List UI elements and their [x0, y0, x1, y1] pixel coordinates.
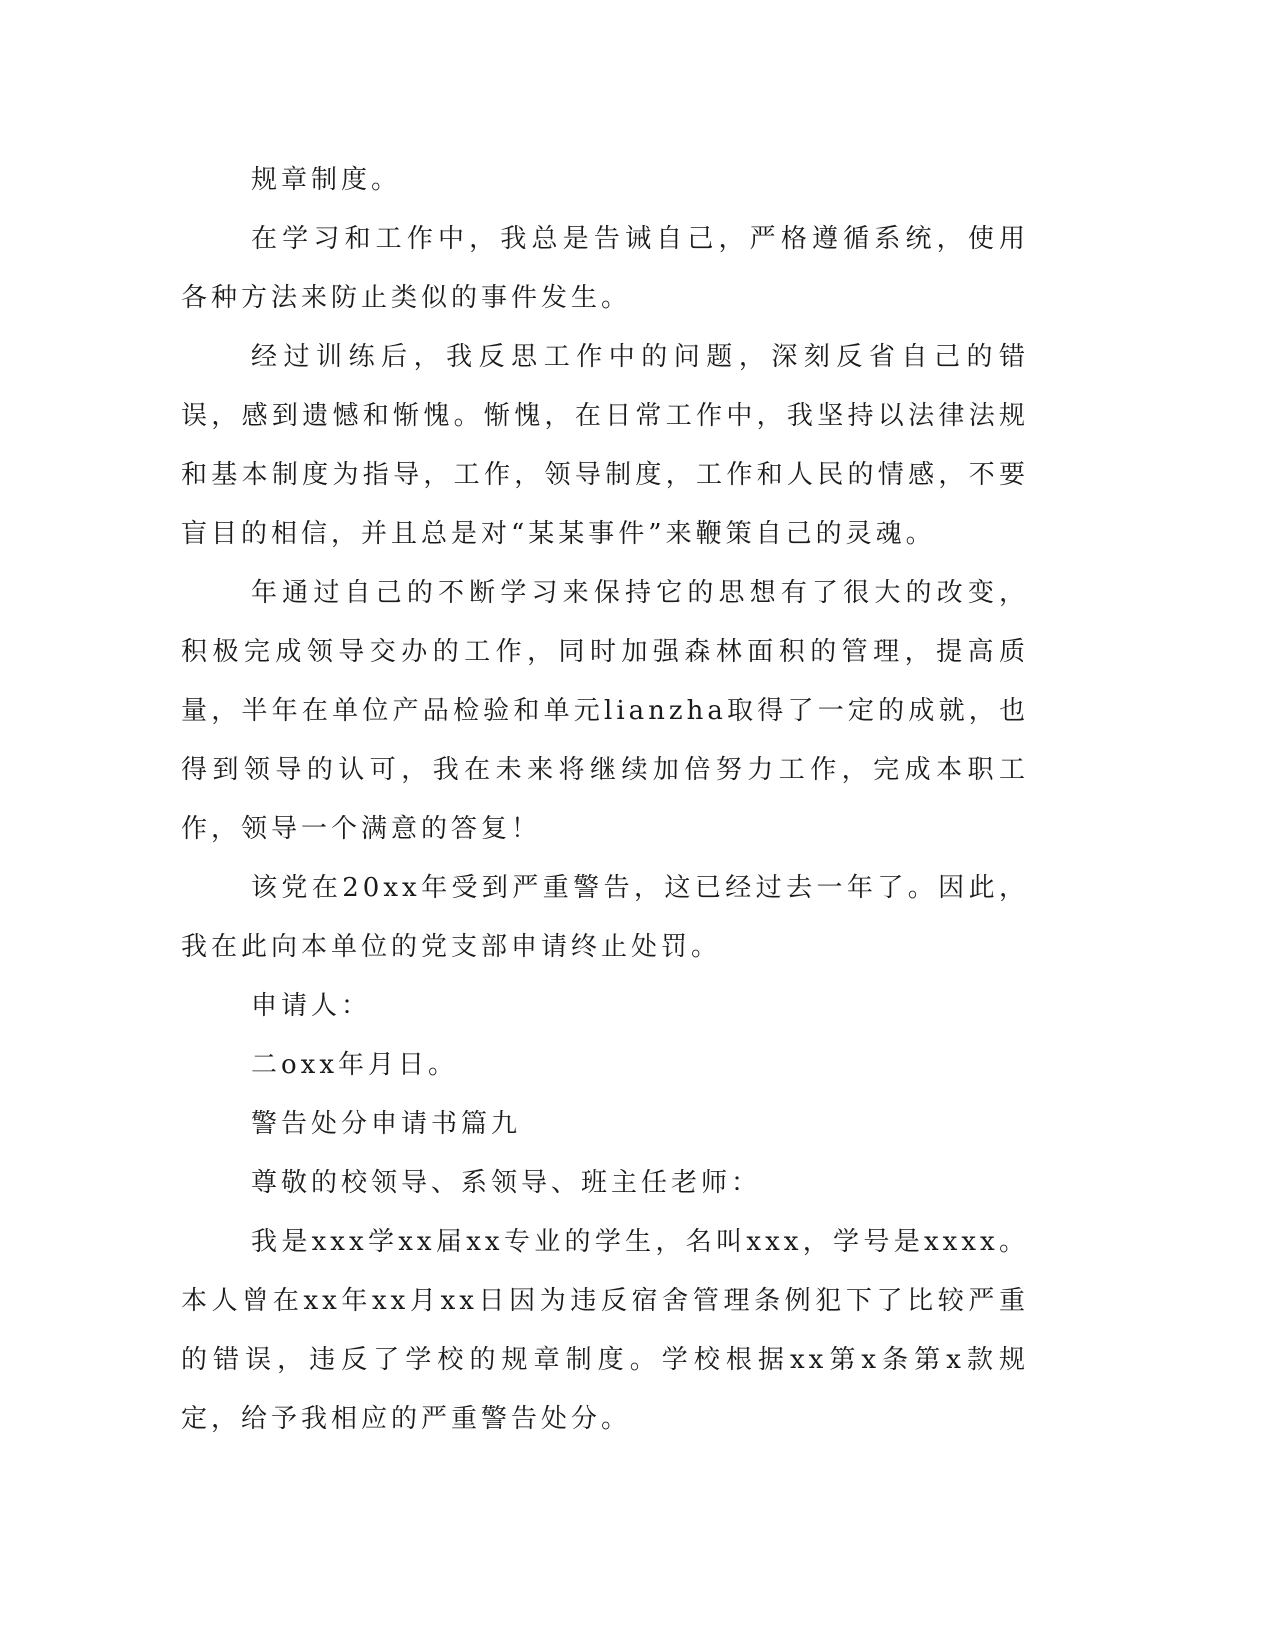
paragraph: 年通过自己的不断学习来保持它的思想有了很大的改变，积极完成领导交办的工作，同时加强森林面积的管理，提高质量，半年在单位产品检验和单元lianzha取得了一定的成就，也得到领导的认可，我在未来将继续加倍努力工作，完成本职工作，领导一个满意的答复！	[181, 578, 1029, 844]
paragraph: 在学习和工作中，我总是告诫自己，严格遵循系统，使用各种方法来防止类似的事件发生。	[181, 224, 1029, 313]
signature-label: 申请人：	[251, 991, 372, 1021]
paragraph: 经过训练后，我反思工作中的问题，深刻反省自己的错误，感到遗憾和惭愧。惭愧，在日常工作中，我坚持以法律法规和基本制度为指导，工作，领导制度，工作和人民的情感，不要盲目的相信，并且总是对“某某事件”来鞭策自己的灵魂。	[181, 342, 1029, 549]
paragraph: 该党在20xx年受到严重警告，这已经过去一年了。因此，我在此向本单位的党支部申请终止处罚。	[181, 873, 1029, 962]
salutation: 尊敬的校领导、系领导、班主任老师：	[251, 1168, 762, 1198]
document-body	[181, 151, 1029, 1449]
paragraph: 我是xxx学xx届xx专业的学生，名叫xxx，学号是xxxx。本人曾在xx年xx月xx日因为违反宿舍管理条例犯下了比较严重的错误，违反了学校的规章制度。学校根据xx第x条第x款规定，给予我相应的严重警告处分。	[181, 1227, 1029, 1434]
paragraph: 规章制度。	[251, 165, 402, 195]
date-line: 二oxx年月日。	[251, 1050, 458, 1080]
section-title: 警告处分申请书篇九	[251, 1109, 522, 1139]
